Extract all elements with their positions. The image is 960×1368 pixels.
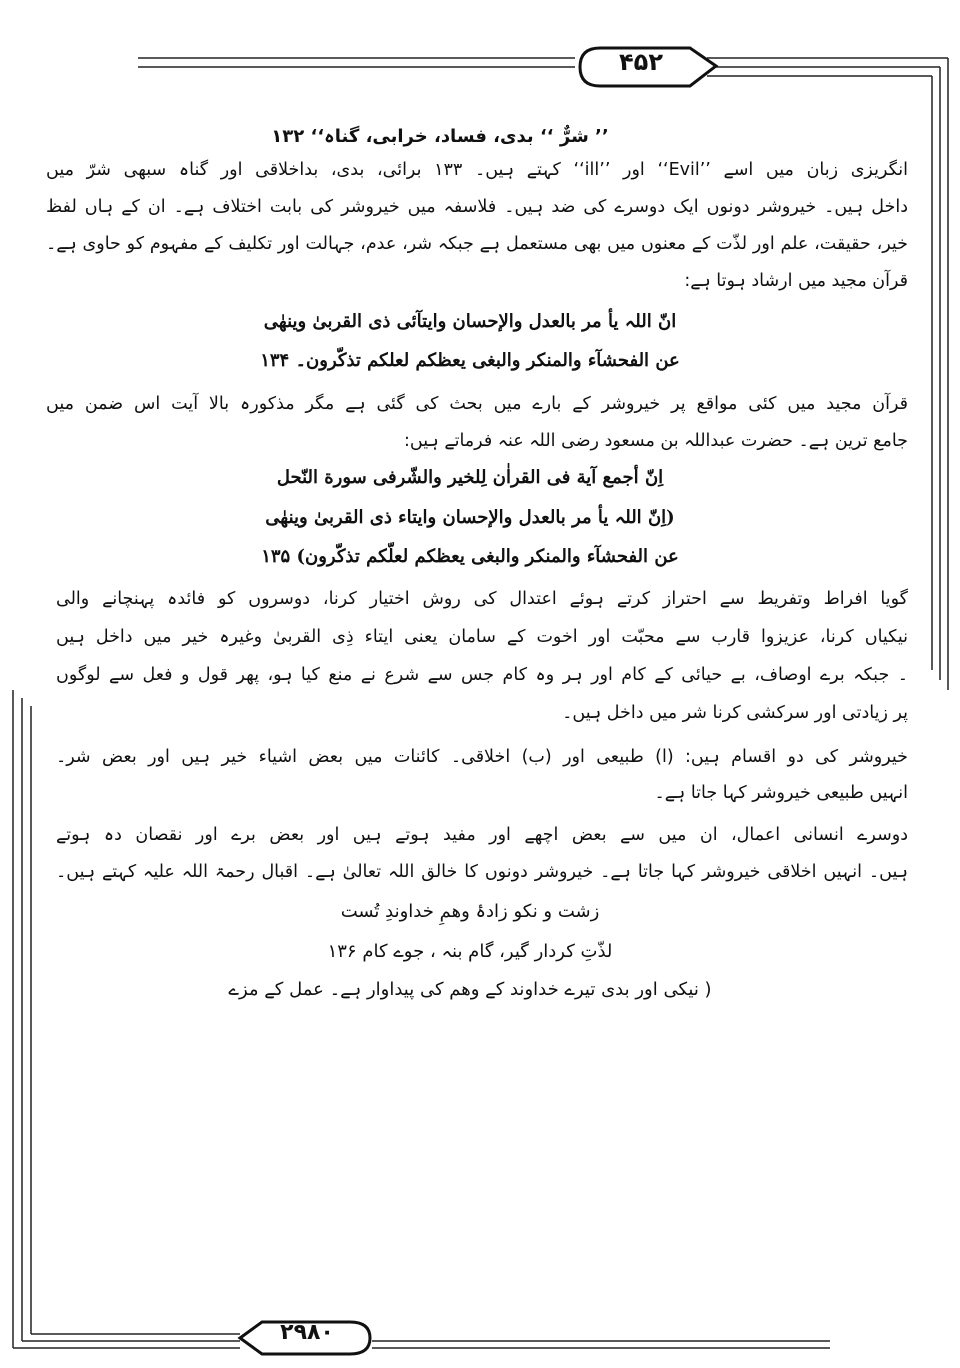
poetry-line: زشت و نکو زادۂ وھمِ خداوندِ تُست <box>340 901 600 922</box>
paragraph-line: قرآن مجید میں ارشاد ہوتا ہے: <box>684 271 908 291</box>
paragraph-line: داخل ہیں۔ خیروشر دونوں ایک دوسرے کی ضد ہیں۔ فلاسفہ میں خیروشر کی بابت اختلاف ہے۔ ان کے ہاں لفظ <box>46 197 908 217</box>
page-number-top: ۴۵۲ <box>619 48 663 76</box>
paragraph-line: قرآن مجید میں کئی مواقع پر خیروشر کے بارے میں بحث کی گئی ہے مگر مذکورہ بالا آیت اس ضمن میں <box>46 394 908 414</box>
paragraph-line: خیروشر کی دو اقسام ہیں: (ا) طبیعی اور (ب) اخلاقی۔ کائنات میں بعض اشیاء خیر ہیں اور بعض شر۔ <box>56 747 908 767</box>
quran-verse-line: انّ اللہ یأ مر بالعدل والإحسان وایتآئی ذی القربیٰ وینھٰی <box>263 311 677 332</box>
paragraph-line: انہیں طبیعی خیروشر کہا جاتا ہے۔ <box>654 783 908 803</box>
heading-line: ’’ شرٌّ ‘‘ بدی، فساد، خرابی، گناہ‘‘ ۱۳۲ <box>271 126 609 147</box>
top-border-lines <box>138 58 948 76</box>
paragraph-line: ہیں۔ انہیں اخلاقی خیروشر کہا جاتا ہے۔ خیروشر دونوں کا خالق اللہ تعالیٰ ہے۔ اقبال رحمۃ اللہ علیہ کہتے ہیں۔ <box>56 862 908 882</box>
paragraph-line: جامع ترین ہے۔ حضرت عبداللہ بن مسعود رضی اللہ عنہ فرماتے ہیں: <box>404 431 908 451</box>
paragraph-line: دوسرے انسانی اعمال، ان میں سے بعض اچھے اور مفید ہوتے ہیں اور بعض برے اور نقصان دہ ہوتے <box>56 825 908 845</box>
paragraph-line: گویا افراط وتفریط سے احتراز کرتے ہوئے اعتدال کی روش اختیار کرنا، دوسروں کو فائدہ پہنچانے والی <box>56 589 908 609</box>
hadith-line: اِنّ أجمع آیة فی القراٰن لِلخیر والشّرفی سورة النّحل <box>276 467 664 488</box>
quran-verse-line: عن الفحشآء والمنکر والبغی یعظکم لعلکم تذکّرون۔ ۱۳۴ <box>260 350 680 371</box>
paragraph-line: انگریزی زبان میں اسے ’’Evil‘‘ اور ’’ill‘‘ کہتے ہیں۔ ۱۳۳ برائی، بدی، بداخلاقی اور گناہ سبھی شرّ میں <box>46 160 908 180</box>
quran-verse-line: عن الفحشآء والمنکر والبغی یعظکم لعلّکم تذکّرون) ۱۳۵ <box>261 546 679 567</box>
bottom-border-lines <box>13 1334 830 1348</box>
right-border-lines <box>932 58 948 690</box>
paragraph-line: پر زیادتی اور سرکشی کرنا شر میں داخل ہیں۔ <box>562 703 908 723</box>
left-border-lines <box>13 690 31 1348</box>
poetry-line: لذّتِ کردار گیر، گام بنہ ، جوے کام ۱۳۶ <box>327 941 613 962</box>
paragraph-line: خیر، حقیقت، علم اور لذّت کے معنوں میں بھی مستعمل ہے جبکہ شر، عدم، جہالت اور تکلیف کے مفہوم کو حاوی ہے۔ <box>46 234 908 254</box>
translation-line: ( نیکی اور بدی تیرے خداوند کے وھم کی پیداوار ہے۔ عمل کے مزے <box>228 979 712 1000</box>
page-number-bottom: ۲۹۸۰ <box>280 1320 334 1345</box>
paragraph-line: نیکیاں کرنا، عزیزوا قارب سے محبّت اور اخوت کے سامان یعنی ایتاء ذِی القربیٰ وغیرہ خیر میں داخل ہیں <box>56 627 908 647</box>
paragraph-line: ۔ جبکہ برے اوصاف، بے حیائی کے کام اور ہر وہ کام جس سے شرع نے منع کیا ہو، پھر قول و فعل سے لوگوں <box>56 665 908 685</box>
quran-verse-line: (اِنّ اللہ یأ مر بالعدل والإحسان وایتاء ذی القربیٰ وینھٰی <box>265 507 675 528</box>
